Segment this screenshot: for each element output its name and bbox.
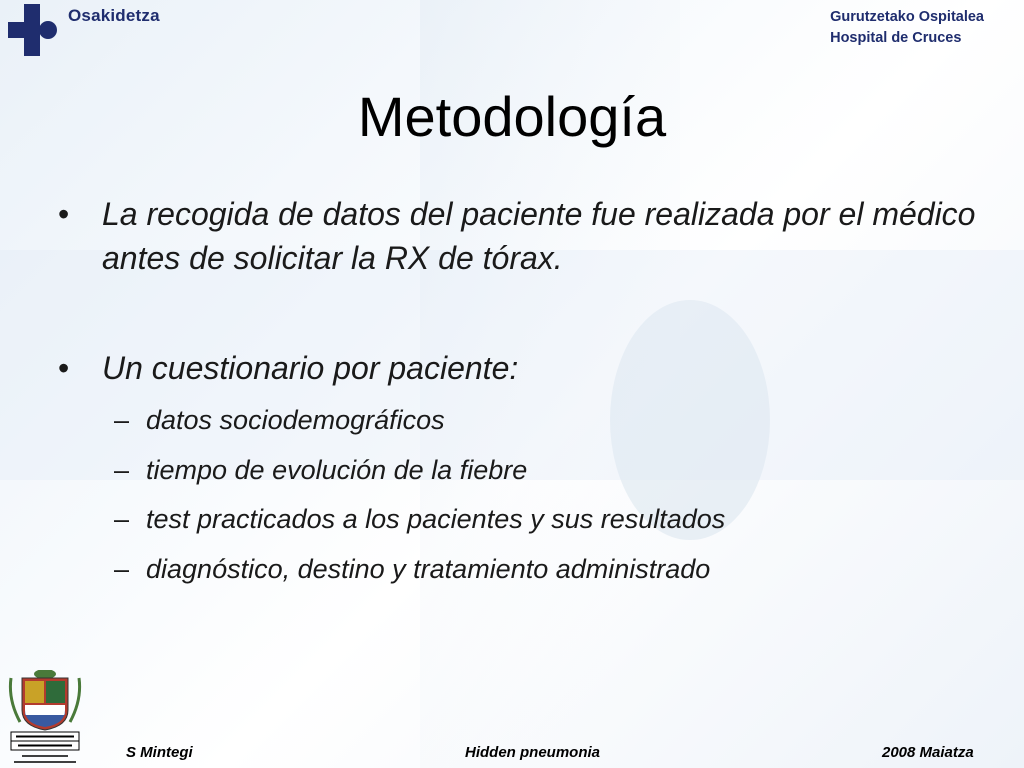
sub-item <box>58 396 978 446</box>
sub-marker: – <box>114 553 130 584</box>
sub-text: tiempo de evolución de la fiebre <box>146 454 528 485</box>
bullet-text: La recogida de datos del paciente fue realizada por el médico antes de solicitar la RX de tórax. <box>102 196 976 276</box>
osakidetza-cross-icon <box>8 4 60 56</box>
osakidetza-logo <box>8 4 160 56</box>
bullet-marker: • <box>58 350 70 386</box>
bullet-marker: • <box>58 196 70 232</box>
hospital-name-spanish: Hospital de Cruces <box>830 30 962 46</box>
sub-text: test practicados a los pacientes y sus resultados <box>146 504 726 534</box>
footer-topic: Hidden pneumonia <box>465 744 600 761</box>
bullet-item <box>58 192 978 280</box>
sub-marker: – <box>114 454 130 485</box>
slide-title: Metodología <box>357 85 667 148</box>
sub-marker: – <box>114 405 130 435</box>
footer-date: 2008 Maiatza <box>882 744 974 761</box>
sub-item <box>58 545 978 595</box>
sub-item <box>58 446 978 496</box>
sub-marker: – <box>114 504 130 534</box>
sub-text: datos sociodemográficos <box>146 405 445 435</box>
bullet-item <box>58 346 978 390</box>
sub-item <box>58 495 978 545</box>
hospital-name-basque: Gurutzetako Ospitalea <box>830 9 984 25</box>
org-name: Osakidetza <box>68 6 160 25</box>
sub-text: diagnóstico, destino y tratamiento administrado <box>146 553 711 584</box>
slide-content <box>58 192 978 594</box>
bullet-text: Un cuestionario por paciente: <box>102 350 519 386</box>
basque-government-crest-icon <box>8 670 82 766</box>
footer-author: S Mintegi <box>126 744 193 761</box>
hospital-name <box>830 7 984 49</box>
sub-list <box>58 396 978 594</box>
